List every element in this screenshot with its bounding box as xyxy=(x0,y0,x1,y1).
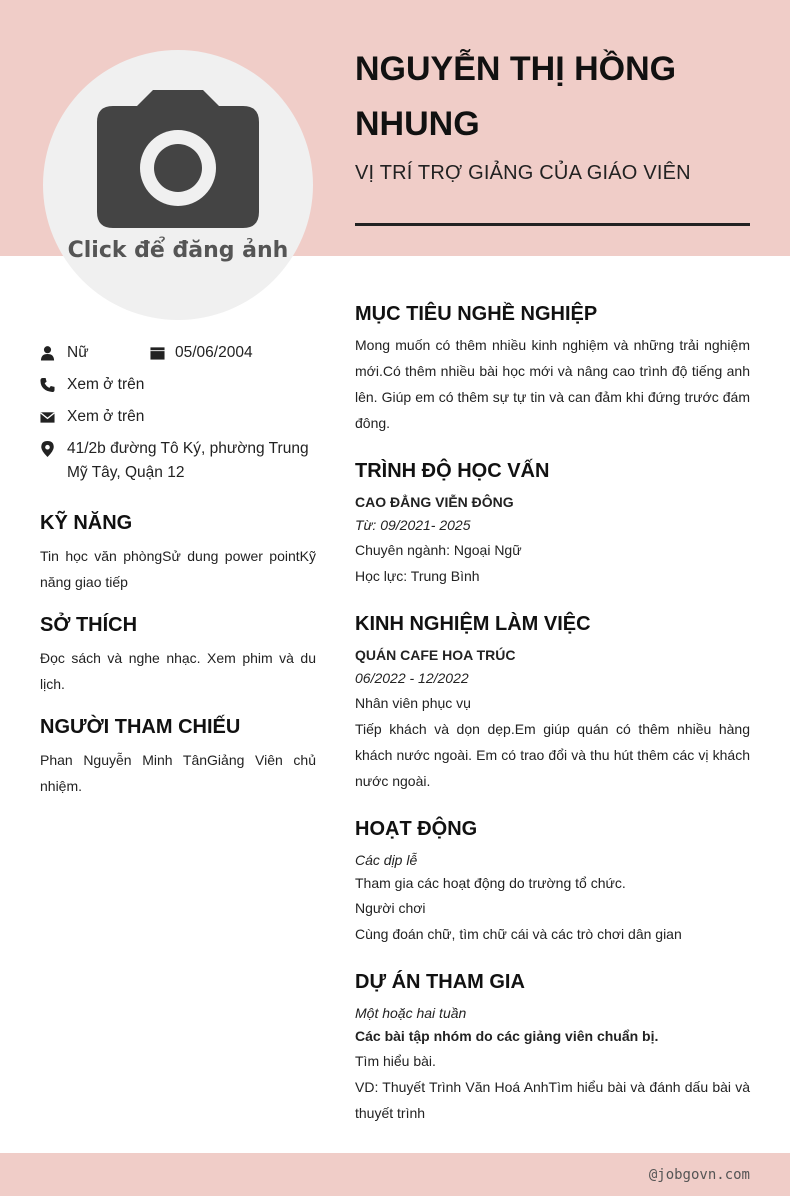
projects-title: DỰ ÁN THAM GIA xyxy=(355,971,525,993)
project-time: Một hoặc hai tuần xyxy=(355,1005,467,1021)
footer-band xyxy=(0,1153,790,1196)
footer-brand: @jobgovn.com xyxy=(648,1167,750,1183)
objective-text: Mong muốn có thêm nhiều kinh nghiệm và những trải nghiệm mới.Có thêm nhiều bài học mới và nâng cao trình độ tiếng anh lên. Giúp em có thêm sự tự tin và can đảm khi đứng trước đám đông. xyxy=(355,337,750,431)
education-period: Từ: 09/2021- 2025 xyxy=(355,517,471,533)
experience-description: Tiếp khách và dọn dẹp.Em giúp quán có thêm nhiều hàng khách nước ngoài. Em có trao đổi và thu hút thêm các vị khách nước ngoài. xyxy=(355,721,750,789)
experience-title: KINH NGHIỆM LÀM VIỆC xyxy=(355,613,591,635)
project-name: Các bài tập nhóm do các giảng viên chuẩn bị. xyxy=(355,1028,659,1044)
education-major: Chuyên ngành: Ngoại Ngữ xyxy=(355,542,522,558)
objective-title: MỤC TIÊU NGHỀ NGHIỆP xyxy=(355,303,598,325)
references-title: NGƯỜI THAM CHIẾU xyxy=(40,716,241,738)
experience-company: QUÁN CAFE HOA TRÚC xyxy=(355,647,516,663)
hobbies-title: SỞ THÍCH xyxy=(40,614,138,636)
project-description: VD: Thuyết Trình Văn Hoá AnhTìm hiểu bài và đánh dấu bài và thuyết trình xyxy=(355,1079,750,1121)
candidate-name: NGUYỄN THỊ HỒNG NHUNG xyxy=(355,50,677,143)
education-title: TRÌNH ĐỘ HỌC VẤN xyxy=(355,460,550,482)
activities-title: HOẠT ĐỘNG xyxy=(355,818,478,840)
activity-title: Người chơi xyxy=(355,900,426,916)
education-school: CAO ĐẲNG VIỄN ĐÔNG xyxy=(355,494,514,510)
phone-icon xyxy=(40,377,55,393)
person-icon xyxy=(40,345,55,361)
calendar-icon xyxy=(150,345,165,361)
skills-title: KỸ NĂNG xyxy=(40,512,133,534)
camera-icon xyxy=(97,88,259,230)
email-value: Xem ở trên xyxy=(67,408,145,425)
gender-value: Nữ xyxy=(67,344,89,361)
experience-role: Nhân viên phục vụ xyxy=(355,695,471,711)
skills-text: Tin học văn phòngSử dung power pointKỹ năng giao tiếp xyxy=(40,548,316,590)
activity-description: Tham gia các hoạt động do trường tổ chức. xyxy=(355,875,626,891)
hobbies-text: Đọc sách và nghe nhạc. Xem phim và du lịch. xyxy=(40,650,316,692)
photo-upload[interactable] xyxy=(43,50,313,320)
phone-value: Xem ở trên xyxy=(67,376,145,393)
education-grade: Học lực: Trung Bình xyxy=(355,568,480,584)
activity-time: Các dịp lễ xyxy=(355,852,418,868)
job-position: VỊ TRÍ TRỢ GIẢNG CỦA GIÁO VIÊN xyxy=(355,162,691,184)
email-icon xyxy=(40,409,55,425)
birthdate-value: 05/06/2004 xyxy=(175,344,253,361)
address-value: 41/2b đường Tô Ký, phường Trung Mỹ Tây, Quận 12 xyxy=(67,440,309,481)
header-divider xyxy=(355,223,750,226)
experience-period: 06/2022 - 12/2022 xyxy=(355,670,469,686)
project-role: Tìm hiểu bài. xyxy=(355,1053,436,1069)
location-pin-icon xyxy=(40,441,55,457)
photo-caption: Click để đăng ảnh xyxy=(67,238,289,263)
activity-description-2: Cùng đoán chữ, tìm chữ cái và các trò chơi dân gian xyxy=(355,926,682,942)
references-text: Phan Nguyễn Minh TânGiảng Viên chủ nhiệm. xyxy=(40,752,316,794)
